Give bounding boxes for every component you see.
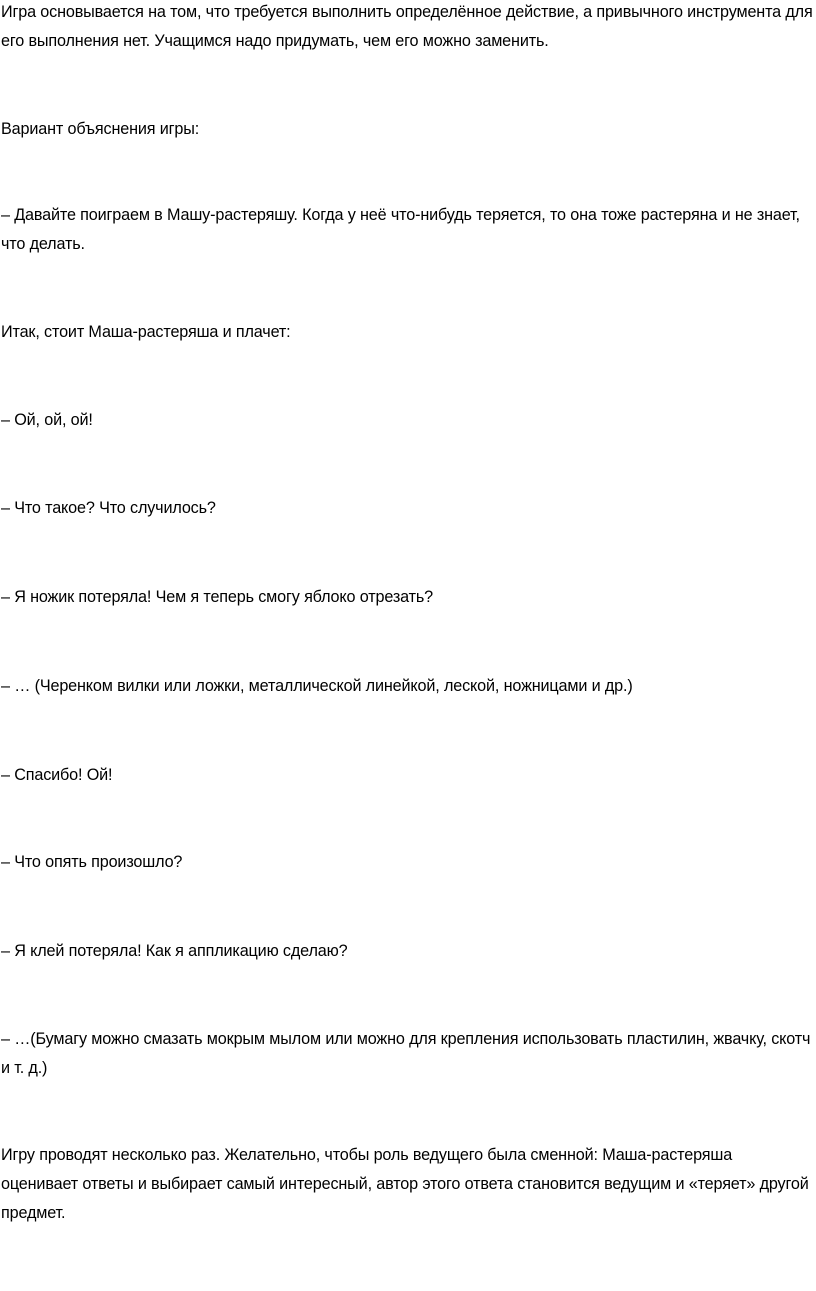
dialogue-line: – …(Бумагу можно смазать мокрым мылом или можно для крепления использовать пластилин, жвачку, скотч и т. д.): [1, 1030, 811, 1077]
paragraph-intro: Игра основывается на том, что требуется выполнить определённое действие, а привычного инструмента для его выполнения нет. Учащимся надо придумать, чем его можно заменить.: [1, 3, 813, 50]
paragraph-game-rules: Игру проводят несколько раз. Желательно, чтобы роль ведущего была сменной: Маша-растеряша оценивает ответы и выбирает самый интересный, автор этого ответа становится ведущим и «теряет» другой предмет.: [1, 1146, 809, 1222]
dialogue-line: – Что такое? Что случилось?: [1, 499, 216, 517]
dialogue-line: – Что опять произошло?: [1, 853, 183, 871]
dialogue-line: – Спасибо! Ой!: [1, 766, 113, 784]
dialogue-line: – … (Черенком вилки или ложки, металлической линейкой, леской, ножницами и др.): [1, 677, 633, 695]
dialogue-line: – Я клей потеряла! Как я аппликацию сделаю?: [1, 942, 348, 960]
paragraph-explanation-heading: Вариант объяснения игры:: [1, 120, 200, 138]
paragraph-game-invitation: – Давайте поиграем в Машу-растеряшу. Когда у неё что-нибудь теряется, то она тоже растеряна и не знает, что делать.: [1, 206, 800, 253]
dialogue-line: – Я ножик потеряла! Чем я теперь смогу яблоко отрезать?: [1, 588, 433, 606]
dialogue-line: – Ой, ой, ой!: [1, 411, 93, 429]
paragraph-scene-setup: Итак, стоит Маша-растеряша и плачет:: [1, 323, 291, 341]
